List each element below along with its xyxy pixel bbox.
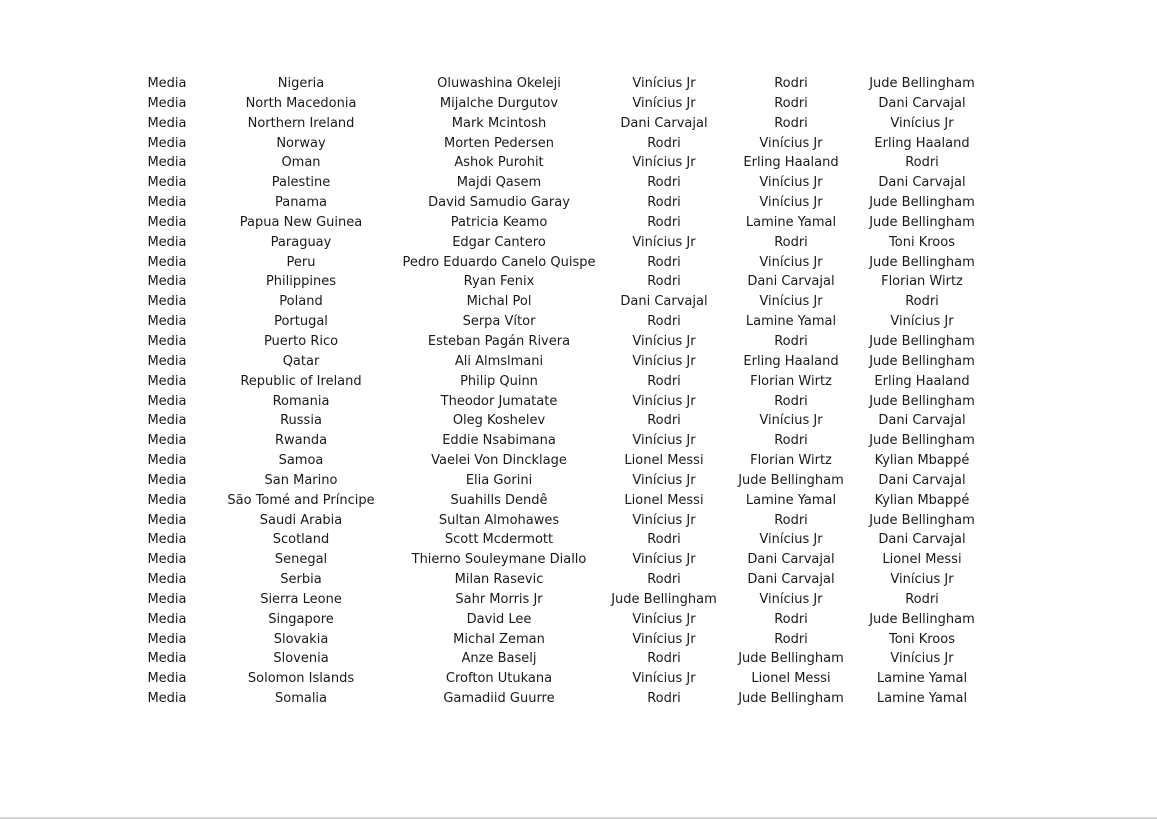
table-row [128,94,988,114]
second-choice-cell: Vinícius Jr [759,254,823,270]
second-choice-cell: Florian Wirtz [750,453,832,469]
votes-table-body [128,74,988,709]
third-choice-cell: Kylian Mbappé [874,453,970,469]
second-choice-cell: Jude Bellingham [738,472,844,488]
third-choice-cell: Dani Carvajal [878,413,966,429]
country-cell: Peru [286,254,316,270]
second-choice-cell: Lamine Yamal [745,214,837,230]
category-cell: Media [147,651,187,667]
voter-name-cell: Serpa Vítor [462,314,536,330]
country-cell: Nigeria [277,76,325,91]
second-choice-cell: Florian Wirtz [750,373,832,389]
second-choice-cell: Dani Carvajal [747,572,835,588]
table-row [128,669,988,689]
category-cell: Media [147,453,187,469]
first-choice-cell: Vinícius Jr [632,95,696,111]
first-choice-cell: Rodri [647,314,681,330]
country-cell: Papua New Guinea [239,214,363,230]
third-choice-cell: Erling Haaland [874,135,970,151]
second-choice-cell: Rodri [774,333,808,349]
category-cell: Media [147,274,187,290]
table-row [128,193,988,213]
voter-name-cell: Michal Zeman [453,631,545,647]
first-choice-cell: Rodri [647,373,681,389]
third-choice-cell: Toni Kroos [889,234,955,250]
table-row [128,550,988,570]
first-choice-cell: Vinícius Jr [632,671,696,687]
country-cell: Republic of Ireland [240,373,362,389]
country-cell: Oman [281,155,321,171]
category-cell: Media [147,492,187,508]
voter-name-cell: Scott Mcdermott [444,532,554,548]
country-cell: Scotland [272,532,330,548]
voter-name-cell: Mijalche Durgutov [439,95,559,111]
category-cell: Media [147,294,187,310]
category-cell: Media [147,512,187,528]
country-cell: Portugal [274,314,328,330]
voter-name-cell: David Lee [466,611,532,627]
first-choice-cell: Lionel Messi [624,453,704,469]
third-choice-cell: Lionel Messi [882,552,962,568]
country-cell: Romania [272,393,330,409]
voter-name-cell: Crofton Utukana [445,671,553,687]
voter-name-cell: Thierno Souleymane Diallo [411,552,587,568]
first-choice-cell: Vinícius Jr [632,353,696,369]
table-row [128,114,988,134]
voter-name-cell: Michal Pol [466,294,532,310]
country-cell: Senegal [274,552,328,568]
second-choice-cell: Dani Carvajal [747,274,835,290]
table-row [128,610,988,630]
category-cell: Media [147,155,187,171]
voter-name-cell: Morten Pedersen [444,135,554,151]
second-choice-cell: Lamine Yamal [745,314,837,330]
first-choice-cell: Rodri [647,195,681,211]
table-row [128,153,988,173]
table-row [128,590,988,610]
country-cell: Saudi Arabia [259,512,343,528]
country-cell: Philippines [265,274,337,290]
table-row [128,332,988,352]
voter-name-cell: Eddie Nsabimana [442,433,556,449]
voter-name-cell: Anze Baselj [461,651,537,667]
first-choice-cell: Vinícius Jr [632,433,696,449]
category-cell: Media [147,214,187,230]
voter-name-cell: Theodor Jumatate [440,393,558,409]
second-choice-cell: Rodri [774,95,808,111]
country-cell: Palestine [271,175,331,191]
second-choice-cell: Jude Bellingham [738,651,844,667]
second-choice-cell: Dani Carvajal [747,552,835,568]
second-choice-cell: Vinícius Jr [759,195,823,211]
category-cell: Media [147,472,187,488]
category-cell: Media [147,433,187,449]
category-cell: Media [147,393,187,409]
second-choice-cell: Vinícius Jr [759,591,823,607]
country-cell: Slovenia [273,651,329,667]
third-choice-cell: Jude Bellingham [869,353,975,369]
table-row [128,530,988,550]
country-cell: Paraguay [270,234,332,250]
third-choice-cell: Jude Bellingham [869,214,975,230]
category-cell: Media [147,353,187,369]
voter-name-cell: Edgar Cantero [452,234,546,250]
country-cell: Qatar [282,353,320,369]
first-choice-cell: Vinícius Jr [632,234,696,250]
third-choice-cell: Jude Bellingham [869,611,975,627]
third-choice-cell: Vinícius Jr [890,651,954,667]
category-cell: Media [147,333,187,349]
country-cell: São Tomé and Príncipe [227,492,375,508]
category-cell: Media [147,195,187,211]
first-choice-cell: Vinícius Jr [632,393,696,409]
voter-name-cell: Patricia Keamo [450,214,548,230]
table-row [128,253,988,273]
category-cell: Media [147,95,187,111]
voter-name-cell: Oluwashina Okeleji [437,76,561,91]
second-choice-cell: Rodri [774,76,808,91]
table-row [128,233,988,253]
second-choice-cell: Rodri [774,611,808,627]
table-row [128,74,988,94]
voter-name-cell: Milan Rasevic [454,572,544,588]
voter-name-cell: Pedro Eduardo Canelo Quispe [402,254,596,270]
category-cell: Media [147,671,187,687]
country-cell: Rwanda [274,433,328,449]
voter-name-cell: Ashok Purohit [454,155,544,171]
third-choice-cell: Jude Bellingham [869,195,975,211]
table-row [128,511,988,531]
first-choice-cell: Rodri [647,572,681,588]
first-choice-cell: Rodri [647,135,681,151]
first-choice-cell: Vinícius Jr [632,552,696,568]
table-row [128,689,988,709]
first-choice-cell: Jude Bellingham [611,591,717,607]
second-choice-cell: Rodri [774,631,808,647]
first-choice-cell: Rodri [647,214,681,230]
table-row [128,471,988,491]
category-cell: Media [147,611,187,627]
country-cell: Singapore [268,611,334,627]
country-cell: Serbia [280,572,322,588]
table-row [128,649,988,669]
third-choice-cell: Vinícius Jr [890,314,954,330]
third-choice-cell: Rodri [905,294,939,310]
first-choice-cell: Rodri [647,413,681,429]
category-cell: Media [147,135,187,151]
table-row [128,352,988,372]
country-cell: San Marino [264,472,338,488]
first-choice-cell: Rodri [647,175,681,191]
first-choice-cell: Rodri [647,691,681,707]
second-choice-cell: Jude Bellingham [738,691,844,707]
table-row [128,372,988,392]
first-choice-cell: Vinícius Jr [632,155,696,171]
voter-name-cell: Sultan Almohawes [438,512,560,528]
category-cell: Media [147,314,187,330]
country-cell: Somalia [274,691,328,707]
category-cell: Media [147,552,187,568]
third-choice-cell: Rodri [905,591,939,607]
table-row [128,173,988,193]
third-choice-cell: Rodri [905,155,939,171]
second-choice-cell: Lionel Messi [751,671,831,687]
second-choice-cell: Vinícius Jr [759,294,823,310]
first-choice-cell: Vinícius Jr [632,76,696,91]
table-row [128,431,988,451]
second-choice-cell: Rodri [774,234,808,250]
country-cell: Norway [276,135,326,151]
country-cell: Sierra Leone [260,591,342,607]
first-choice-cell: Lionel Messi [624,492,704,508]
voter-name-cell: Esteban Pagán Rivera [427,333,571,349]
third-choice-cell: Dani Carvajal [878,95,966,111]
third-choice-cell: Florian Wirtz [881,274,963,290]
country-cell: Samoa [278,453,324,469]
table-row [128,451,988,471]
second-choice-cell: Vinícius Jr [759,413,823,429]
category-cell: Media [147,413,187,429]
voter-name-cell: Oleg Koshelev [452,413,546,429]
second-choice-cell: Vinícius Jr [759,532,823,548]
country-cell: Russia [280,413,322,429]
table-row [128,213,988,233]
table-row [128,491,988,511]
category-cell: Media [147,175,187,191]
category-cell: Media [147,532,187,548]
category-cell: Media [147,691,187,707]
country-cell: Panama [274,195,328,211]
table-row [128,312,988,332]
third-choice-cell: Vinícius Jr [890,115,954,131]
category-cell: Media [147,234,187,250]
third-choice-cell: Jude Bellingham [869,254,975,270]
third-choice-cell: Dani Carvajal [878,472,966,488]
country-cell: Slovakia [273,631,329,647]
first-choice-cell: Vinícius Jr [632,611,696,627]
voter-name-cell: Vaelei Von Dincklage [431,453,567,469]
table-row [128,392,988,412]
table-row [128,292,988,312]
voter-name-cell: Elia Gorini [465,472,533,488]
voter-name-cell: Sahr Morris Jr [455,591,543,607]
first-choice-cell: Vinícius Jr [632,512,696,528]
second-choice-cell: Vinícius Jr [759,135,823,151]
country-cell: North Macedonia [245,95,357,111]
voter-name-cell: Majdi Qasem [456,175,542,191]
third-choice-cell: Lamine Yamal [876,671,968,687]
country-cell: Solomon Islands [247,671,355,687]
category-cell: Media [147,591,187,607]
first-choice-cell: Dani Carvajal [620,115,708,131]
third-choice-cell: Jude Bellingham [869,76,975,91]
voter-name-cell: Ali Almslmani [454,353,544,369]
first-choice-cell: Vinícius Jr [632,472,696,488]
category-cell: Media [147,254,187,270]
table-row [128,272,988,292]
category-cell: Media [147,572,187,588]
third-choice-cell: Dani Carvajal [878,175,966,191]
second-choice-cell: Lamine Yamal [745,492,837,508]
second-choice-cell: Vinícius Jr [759,175,823,191]
third-choice-cell: Erling Haaland [874,373,970,389]
third-choice-cell: Jude Bellingham [869,333,975,349]
voter-name-cell: David Samudio Garay [428,195,570,211]
table-row [128,411,988,431]
votes-table [128,74,988,709]
first-choice-cell: Rodri [647,274,681,290]
category-cell: Media [147,373,187,389]
third-choice-cell: Jude Bellingham [869,512,975,528]
second-choice-cell: Rodri [774,393,808,409]
first-choice-cell: Vinícius Jr [632,631,696,647]
first-choice-cell: Rodri [647,651,681,667]
category-cell: Media [147,631,187,647]
category-cell: Media [147,115,187,131]
table-row [128,134,988,154]
third-choice-cell: Jude Bellingham [869,393,975,409]
country-cell: Northern Ireland [247,115,355,131]
third-choice-cell: Jude Bellingham [869,433,975,449]
table-row [128,630,988,650]
second-choice-cell: Erling Haaland [743,353,839,369]
third-choice-cell: Lamine Yamal [876,691,968,707]
third-choice-cell: Dani Carvajal [878,532,966,548]
first-choice-cell: Rodri [647,254,681,270]
second-choice-cell: Erling Haaland [743,155,839,171]
voter-name-cell: Suahills Dendê [450,492,548,508]
second-choice-cell: Rodri [774,512,808,528]
third-choice-cell: Vinícius Jr [890,572,954,588]
voter-name-cell: Gamadiid Guurre [443,691,555,707]
country-cell: Puerto Rico [263,333,339,349]
second-choice-cell: Rodri [774,115,808,131]
first-choice-cell: Vinícius Jr [632,333,696,349]
voter-name-cell: Philip Quinn [460,373,538,389]
voter-name-cell: Mark Mcintosh [451,115,547,131]
category-cell: Media [147,76,187,91]
voter-name-cell: Ryan Fenix [463,274,535,290]
first-choice-cell: Rodri [647,532,681,548]
second-choice-cell: Rodri [774,433,808,449]
table-row [128,570,988,590]
first-choice-cell: Dani Carvajal [620,294,708,310]
third-choice-cell: Toni Kroos [889,631,955,647]
third-choice-cell: Kylian Mbappé [874,492,970,508]
country-cell: Poland [279,294,323,310]
